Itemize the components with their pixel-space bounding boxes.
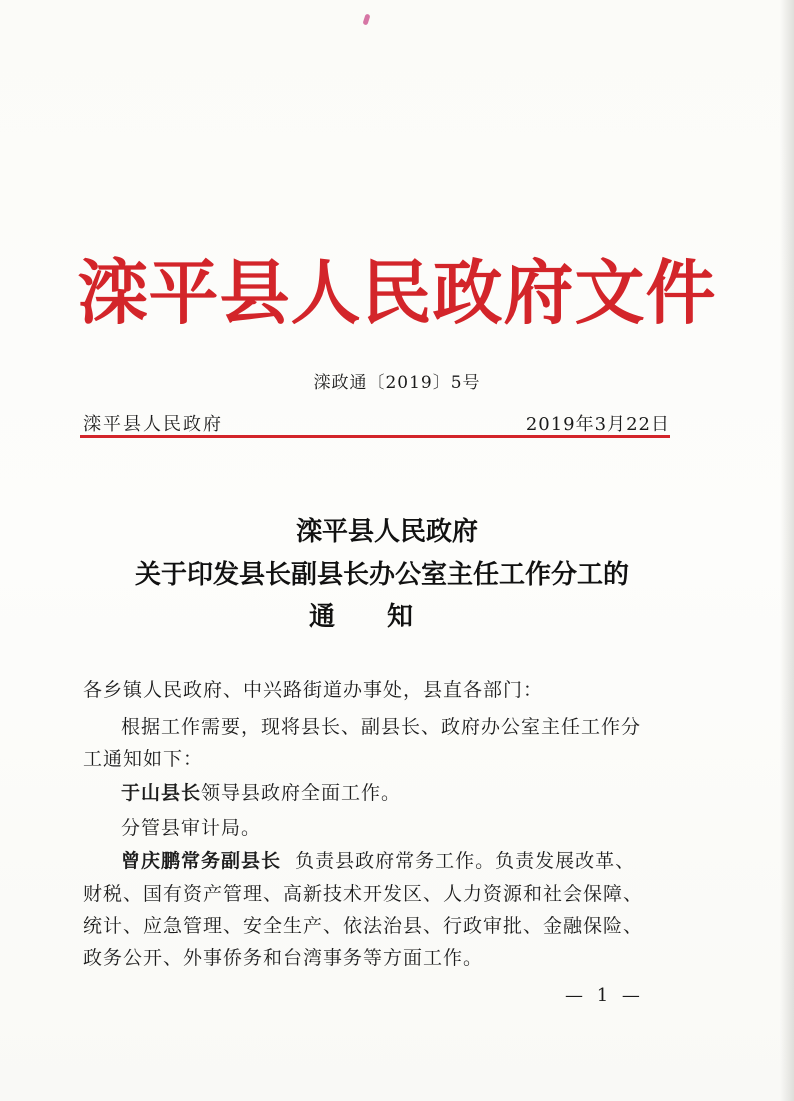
page-number: — 1 — [565, 985, 644, 1006]
paragraph-executive-deputy-line3: 统计、应急管理、安全生产、依法治县、行政审批、金融保险、 [83, 915, 644, 937]
person-name: 于山县长 [121, 782, 202, 804]
paragraph-executive-deputy-line2: 财税、国有资产管理、高新技术开发区、人力资源和社会保障、 [83, 883, 644, 905]
paragraph-executive-deputy-line4: 政务公开、外事侨务和台湾事务等方面工作。 [83, 947, 484, 969]
notice-title-line2: 关于印发县长副县长办公室主任工作分工的 [134, 560, 629, 590]
issuer-name: 滦平县人民政府 [83, 414, 223, 435]
issue-date: 2019年3月22日 [525, 414, 670, 435]
ink-mark [362, 13, 370, 25]
document-header-title: 滦平县人民政府文件 [77, 251, 717, 334]
paragraph-county-head [121, 779, 721, 807]
paragraph-county-head-line2: 分管县审计局。 [121, 817, 262, 839]
person-name: 曾庆鹏常务副县长 [121, 850, 282, 872]
duty-text: 负责县政府常务工作。负责发展改革、 [295, 850, 636, 872]
salutation: 各乡镇人民政府、中兴路街道办事处，县直各部门： [83, 679, 544, 701]
intro-paragraph-line1: 根据工作需要，现将县长、副县长、政府办公室主任工作分 [121, 716, 642, 738]
red-separator-line [80, 435, 670, 438]
document-number: 滦政通〔2019〕5号 [313, 373, 481, 393]
duty-text: 领导县政府全面工作。 [201, 782, 402, 804]
intro-paragraph-line2: 工通知如下： [83, 748, 204, 770]
notice-title-line3: 通知 [308, 602, 465, 632]
notice-title-line1: 滦平县人民政府 [295, 517, 478, 547]
paragraph-executive-deputy [121, 847, 721, 875]
page-edge-shadow [780, 0, 794, 1101]
